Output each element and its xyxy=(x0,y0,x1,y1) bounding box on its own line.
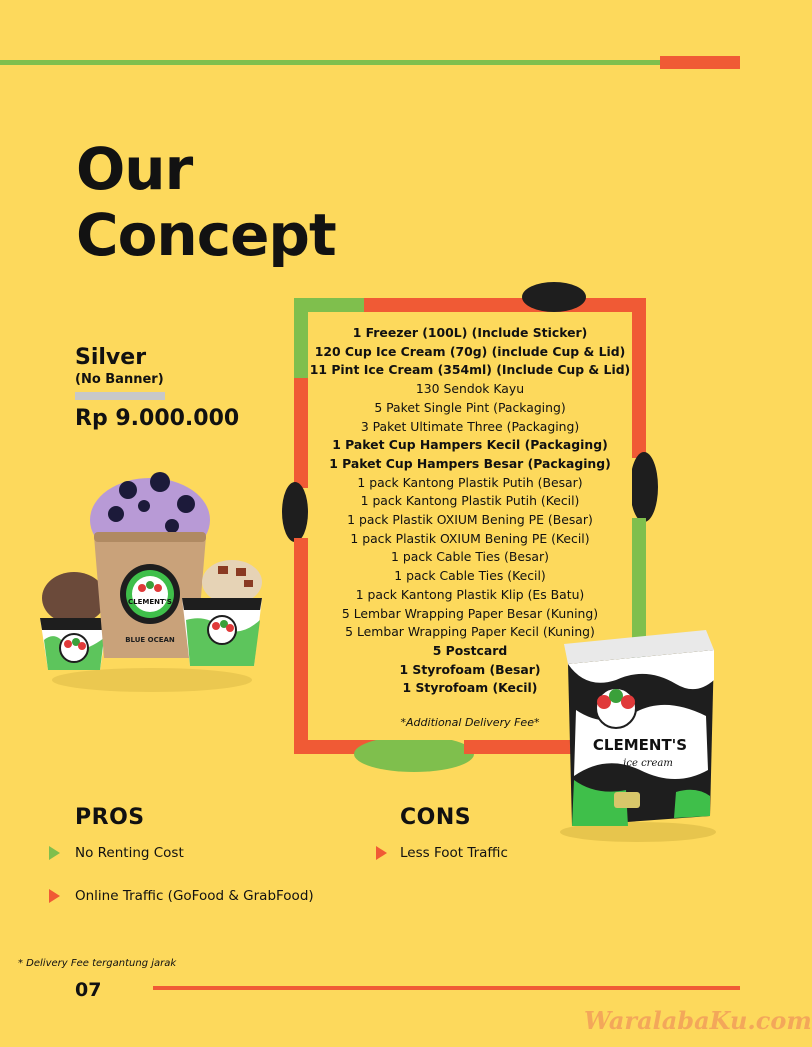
pros-point-2: Online Traffic (GoFood & GrabFood) xyxy=(75,888,314,904)
package-item: 1 pack Plastik OXIUM Bening PE (Kecil) xyxy=(350,530,590,546)
delivery-fee-footnote: * Delivery Fee tergantung jarak xyxy=(18,958,177,969)
package-item: 1 Freezer (100L) (Include Sticker) xyxy=(352,325,588,340)
package-subtitle: (No Banner) xyxy=(75,372,164,387)
ice-cream-cups-image xyxy=(36,470,268,698)
package-divider xyxy=(75,392,165,400)
package-item: 1 pack Kantong Plastik Putih (Kecil) xyxy=(360,493,580,509)
package-item: 1 pack Cable Ties (Kecil) xyxy=(394,568,546,584)
package-item: 1 Styrofoam (Kecil) xyxy=(402,680,538,696)
package-item: 11 Pint Ice Cream (354ml) (Include Cup & Lid) xyxy=(309,362,631,378)
package-item: 3 Paket Ultimate Three (Packaging) xyxy=(360,418,580,434)
title-line-1: Our xyxy=(76,135,193,203)
package-item: 1 pack Cable Ties (Besar) xyxy=(391,549,549,565)
package-item: 5 Paket Single Pint (Packaging) xyxy=(374,399,566,415)
package-item: 1 Paket Cup Hampers Kecil (Packaging) xyxy=(332,437,608,453)
pros-heading: PROS xyxy=(75,805,145,830)
page-title xyxy=(76,136,336,268)
package-item: 5 Postcard xyxy=(432,642,508,658)
pros-arrow-icon xyxy=(49,846,60,860)
title-line-2: Concept xyxy=(76,201,336,269)
pros-arrow-icon xyxy=(49,889,60,903)
pros-point-1: No Renting Cost xyxy=(75,845,184,861)
cons-arrow-icon xyxy=(376,846,387,860)
freezer-brand-text: CLEMENT'S xyxy=(592,736,688,754)
package-item: 120 Cup Ice Cream (70g) (include Cup & Lid) xyxy=(314,343,626,359)
package-item: 1 Styrofoam (Besar) xyxy=(399,661,541,677)
package-item: 130 Sendok Kayu xyxy=(415,381,525,397)
page-number: 07 xyxy=(75,979,102,1001)
cup-flavor-text: BLUE OCEAN xyxy=(125,636,175,644)
package-item: 1 Paket Cup Hampers Besar (Packaging) xyxy=(329,455,611,471)
package-item: 1 pack Plastik OXIUM Bening PE (Besar) xyxy=(347,512,593,528)
freezer-tagline-text: ice cream xyxy=(623,758,673,769)
top-green-rule xyxy=(0,60,660,65)
freezer-image xyxy=(556,620,720,844)
cons-heading: CONS xyxy=(400,805,472,830)
watermark-logo: WaralabaKu.com xyxy=(584,1006,812,1035)
cons-point-1: Less Foot Traffic xyxy=(400,845,508,861)
package-item: 1 pack Kantong Plastik Putih (Besar) xyxy=(357,474,583,490)
package-name: Silver xyxy=(75,345,147,370)
footer-rule xyxy=(153,986,740,990)
top-red-tab xyxy=(660,56,740,69)
additional-delivery-note: *Additional Delivery Fee* xyxy=(400,716,540,729)
package-item: 5 Lembar Wrapping Paper Besar (Kuning) xyxy=(341,605,599,621)
package-price: Rp 9.000.000 xyxy=(75,406,240,431)
package-item: 5 Lembar Wrapping Paper Kecil (Kuning) xyxy=(345,624,595,640)
cup-brand-text: CLEMENT'S xyxy=(128,598,172,606)
package-item: 1 pack Kantong Plastik Klip (Es Batu) xyxy=(355,586,585,602)
